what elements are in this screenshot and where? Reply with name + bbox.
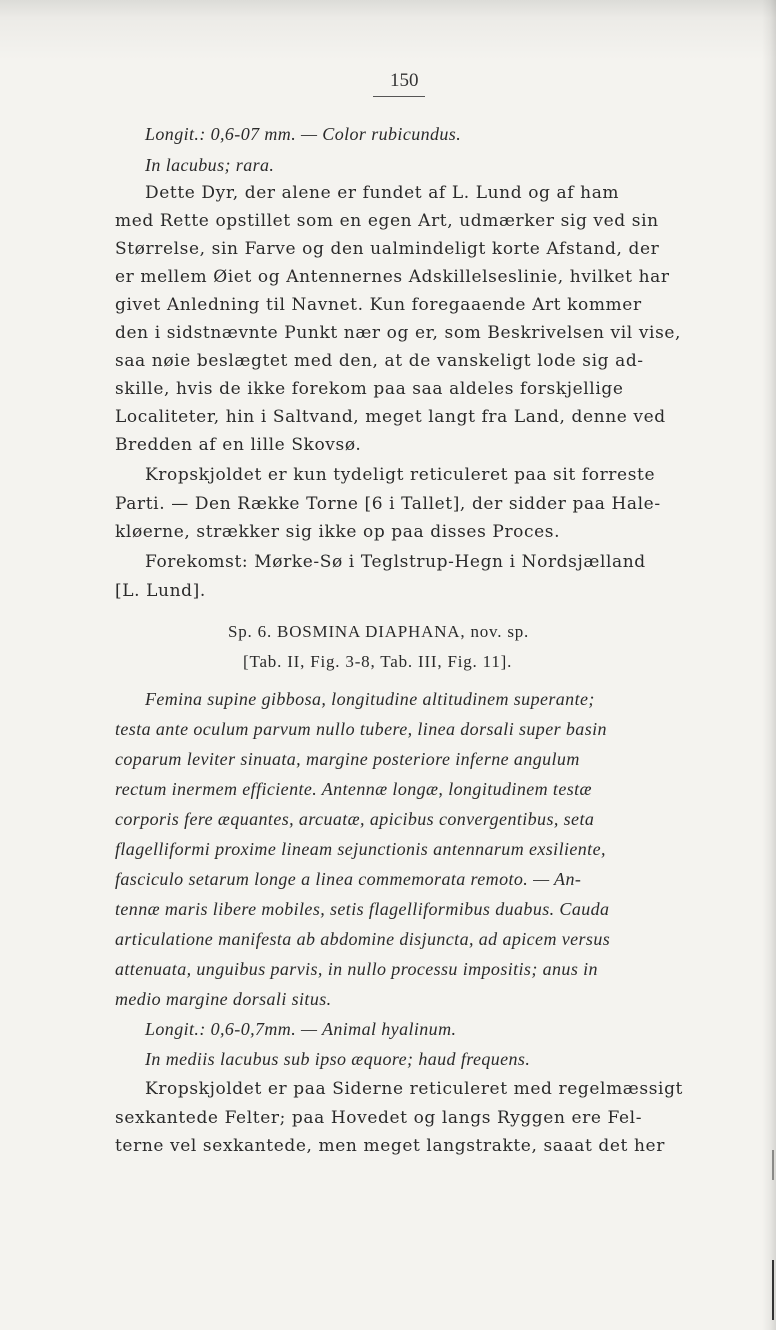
text-line: Forekomst: Mørke-Sø i Teglstrup-Hegn i Nordsjælland <box>145 552 646 572</box>
text-line: sexkantede Felter; paa Hovedet og langs Ryggen ere Fel- <box>115 1108 643 1128</box>
length-line: Longit.: 0,6-0,7mm. — Animal hyalinum. <box>145 1019 457 1039</box>
habitat-line: In lacubus; rara. <box>145 155 275 175</box>
plate-reference: [Tab. II, Fig. 3-8, Tab. III, Fig. 11]. <box>243 652 513 671</box>
page-edge-mark <box>772 1150 774 1180</box>
page-edge-shadow <box>762 0 776 1330</box>
text-line: Parti. — Den Række Torne [6 i Tallet], der sidder paa Hale- <box>115 494 661 514</box>
latin-line: corporis fere æquantes, arcuatæ, apicibus convergentibus, seta <box>115 809 595 829</box>
length-line: Longit.: 0,6-07 mm. — Color rubicundus. <box>145 124 462 144</box>
text-line: skille, hvis de ikke forekom paa saa aldeles forskjellige <box>115 379 624 399</box>
text-line: Kropskjoldet er paa Siderne reticuleret med regelmæssigt <box>145 1079 683 1099</box>
latin-line: Femina supine gibbosa, longitudine altitudinem superante; <box>145 689 595 709</box>
latin-line: articulatione manifesta ab abdomine disjuncta, ad apicem versus <box>115 929 611 949</box>
text-line: Størrelse, sin Farve og den ualmindeligt korte Afstand, der <box>115 239 660 259</box>
text-line: er mellem Øiet og Antennernes Adskillelseslinie, hvilket har <box>115 267 670 287</box>
latin-line: rectum inermem efficiente. Antennæ longæ, longitudinem testæ <box>115 779 592 799</box>
page-number: 150 <box>390 70 419 91</box>
page-number-underline <box>373 96 425 97</box>
latin-line: fasciculo setarum longe a linea commemorata remoto. — An- <box>115 869 582 889</box>
text-line: Kropskjoldet er kun tydeligt reticuleret paa sit forreste <box>145 465 656 485</box>
text-line: Localiteter, hin i Saltvand, meget langt fra Land, denne ved <box>115 407 666 427</box>
latin-line: tennæ maris libere mobiles, setis flagelliformibus duabus. Cauda <box>115 899 610 919</box>
latin-line: testa ante oculum parvum nullo tubere, linea dorsali super basin <box>115 719 607 739</box>
text-line: terne vel sexkantede, men meget langstrakte, saaat det her <box>115 1136 665 1156</box>
text-line: den i sidstnævnte Punkt nær og er, som Beskrivelsen vil vise, <box>115 323 682 343</box>
text-line: Bredden af en lille Skovsø. <box>115 435 362 455</box>
latin-line: attenuata, unguibus parvis, in nullo processu impositis; anus in <box>115 959 598 979</box>
text-line: saa nøie beslægtet med den, at de vanskeligt lode sig ad- <box>115 351 644 371</box>
latin-line: medio margine dorsali situs. <box>115 989 332 1009</box>
page-edge-mark <box>772 1260 774 1320</box>
text-line: kløerne, strækker sig ikke op paa disses Proces. <box>115 522 561 542</box>
habitat-line: In mediis lacubus sub ipso æquore; haud frequens. <box>145 1049 531 1069</box>
text-line: med Rette opstillet som en egen Art, udmærker sig ved sin <box>115 211 659 231</box>
species-heading: Sp. 6. BOSMINA DIAPHANA, nov. sp. <box>228 622 530 641</box>
latin-line: coparum leviter sinuata, margine posteriore inferne angulum <box>115 749 580 769</box>
text-line: [L. Lund]. <box>115 581 206 601</box>
text-line: Dette Dyr, der alene er fundet af L. Lund og af ham <box>145 183 620 203</box>
latin-line: flagelliformi proxime lineam sejunctionis antennarum exsiliente, <box>115 839 606 859</box>
text-line: givet Anledning til Navnet. Kun foregaaende Art kommer <box>115 295 642 315</box>
